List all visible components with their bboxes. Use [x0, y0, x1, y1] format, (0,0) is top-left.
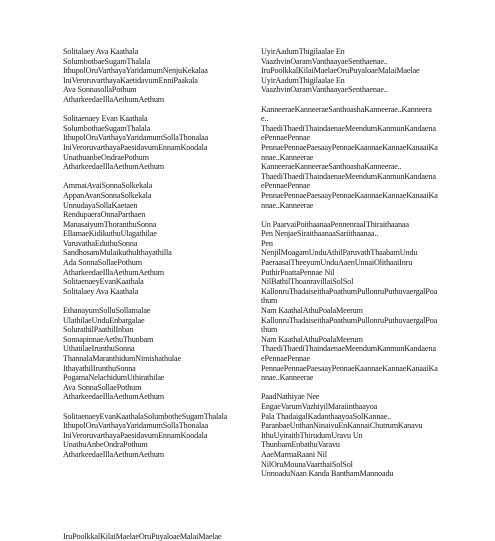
lyric-line: Ava SonnaSollaePothum	[63, 382, 142, 392]
lyric-line: SolumbotbaeSugamThalala	[63, 56, 151, 66]
lyric-line: AppanAvanSonnaSolkekala	[63, 190, 152, 200]
lyric-line: PaeraasaiTheeyumUnduAaenUnnaiOlithaaiInru	[261, 258, 413, 268]
stanza	[63, 532, 253, 541]
lyric-line: AaeMarmaRaani Nil	[261, 449, 327, 459]
lyric-line: SolitaenaeyEvanKaathalaSolumbotheSugamThalala	[63, 411, 228, 421]
lyric-line: AtharkeedaeIllaAethumAethum	[63, 392, 164, 402]
lyric-line: IniVeroruvarthayaPaesidavumEnnamKoodala	[63, 430, 208, 440]
stanza	[63, 114, 253, 172]
lyric-line: EllamaeKidikuthuUlagathilae	[63, 229, 157, 239]
lyric-line: Un PaarvaiPoithaanaaPennenraaIThiraithaanaa	[261, 219, 409, 229]
lyric-line: AtharkeedaeIllaAethumAethum	[63, 267, 164, 277]
lyric-line: UnnudayaSollaKaetaen	[63, 200, 138, 210]
lyric-line: UlathilaeUnduEnbargalae	[63, 315, 145, 325]
lyric-line: Nam KaathalAthuPoalaMeerum	[261, 306, 363, 316]
lyric-line: VaruvathaEduthuSonna	[63, 238, 138, 248]
lyric-line: RendupaeraOnnaParthaen	[63, 210, 146, 220]
lyric-line: PuthirPoattaPennae Nil	[261, 267, 335, 277]
stanza	[63, 181, 253, 296]
lyric-line: AtharkeedaeIllaAethumAethum	[63, 162, 164, 172]
lyric-line: NilBathilThoanravillaiSolSol	[261, 277, 354, 287]
lyric-line: UnathuAnbeOndraPothum	[63, 440, 148, 450]
lyric-line: IruPoolkkalKilaiMaelaeOruPuyaloaeMalaiMaelae	[261, 66, 420, 76]
lyric-line: IniVeroruvarthayaPaesidavumEnnamKoodala	[63, 142, 208, 152]
lyric-line: IruPoolkkalKilaiMaelaeOruPuyaloaeMalaiMaelae	[63, 531, 222, 541]
stanza	[261, 220, 438, 383]
lyric-line: PogamaNelachidumUthirathilae	[63, 373, 165, 383]
lyric-line: SandhosamMulaikuthuIthayathilla	[63, 248, 172, 258]
lyric-line: PennaePennaePaesaayPennaeKaannaeKannaeKanaaiKannae..Kanneerae	[261, 190, 438, 210]
lyric-line: NilOruMounaVaarthaiSolSol	[261, 459, 353, 469]
lyric-line: KallonruThadaiseithaPoathumPullonruPuthuvaergalPoathum	[261, 286, 438, 306]
lyric-line: KallonruThadaiseithaPoathumPullonruPuthuvaergalPoathum	[261, 315, 438, 335]
lyric-line: Pen NenjaeSiraithaanaaSariithaanaa..	[261, 229, 379, 239]
stanza	[261, 105, 438, 211]
lyric-line: EthanayumSolluSollamalae	[63, 306, 151, 316]
lyric-line: UnathuanbeOndraePothum	[63, 152, 149, 162]
lyric-line: Solitaenaey Evan Kaathala	[63, 114, 148, 124]
lyric-line: UyirAadumThigilaalae En	[261, 75, 345, 85]
lyric-line: PennaePennaePaesaayPennaeKaannaeKannaeKanaaiKannae..Kanneerae	[261, 363, 438, 383]
lyric-line: IthuUyiraithThirudumUravu Un	[261, 430, 363, 440]
lyric-line: IthupolOruVarthayaYaridamumNenjuKekalaa	[63, 66, 208, 76]
lyric-line: UnnoaduNaan Kanda BanthamMannoadu	[261, 469, 394, 479]
stanza	[63, 47, 253, 105]
stanza	[63, 412, 253, 460]
lyric-line: Nam KaathalAthuPoalaMeerum	[261, 334, 363, 344]
stanza	[261, 47, 438, 95]
lyric-line: ThannalaMaranthidumNimishathulae	[63, 354, 181, 363]
lyric-line: AtharkeedaeIllaAethumAethum	[63, 94, 164, 104]
lyric-line: IthupolOruVarthayaYaridamumSollaThonalaa	[63, 133, 209, 143]
lyric-line: ThaediThaediThaindaenaeMeendumKanmunKandaenaePennaePennae	[261, 171, 436, 191]
lyric-line: UthatilaeIrunthuSonna	[63, 344, 135, 354]
lyric-line: EngaeVarumVazhiyilMaraiinthaayoa	[261, 401, 378, 411]
lyric-line: Pala ThadaigalKadanthaayoaSolKannae..	[261, 411, 392, 421]
lyric-line: ParanbaeUnthanNinaivuEnKannaiChutrumKanavu	[261, 421, 423, 431]
lyric-line: Ava SonnasollaPothum	[63, 85, 137, 95]
right-column	[261, 47, 438, 479]
lyric-line: VaazhvinOaramVanthaayaeSenthaenae..	[261, 56, 388, 66]
stanza	[261, 392, 438, 478]
lyric-line: SolurathilPaathilInban	[63, 325, 134, 335]
lyric-line: Pen	[261, 238, 273, 248]
lyric-line: IthupolOruVarthayaYaridamumSollaThonalaa	[63, 421, 209, 431]
lyric-line: Solitalaey Ava Kaathala	[63, 286, 139, 296]
lyric-line: ThunbamEnbathuVaravu	[261, 440, 340, 450]
lyric-line: IniVeroruvarthayaKaetidavumEnniPaakala	[63, 75, 198, 85]
lyric-line: UyirAadumThigilaalae En	[261, 47, 345, 56]
lyric-line: AmmaiAvaiSonnaSolkekala	[63, 181, 153, 191]
lyric-line: NenjilMoagamUnduAthilParuvathThaabamUndu	[261, 248, 418, 258]
lyric-line: SolitaenaeyEvanKaathala	[63, 277, 144, 287]
left-column	[63, 47, 253, 541]
lyric-line: KanneeraeKanneeraeSanthoashaKanneerae..Kanneerae..	[261, 104, 432, 124]
lyric-line: ThaediThaediThaindaenaeMeendumKanmunKandaenaePennaePennae	[261, 123, 436, 143]
lyric-line: ThaediThaediThaindaenaeMeendumKanmunKandaenaePennaePennae	[261, 344, 436, 363]
lyric-line: Solitalaey Ava Kaathala	[63, 47, 139, 56]
lyric-line: KanneeraeKanneeraeSanthoashaKanneerae..	[261, 162, 402, 172]
lyric-line: PennaePennaePaesaayPennaeKaannaeKannaeKanaaiKannae..Kanneerae	[261, 142, 438, 162]
lyric-line: SolumbothaeSugamThalala	[63, 123, 151, 133]
lyric-line: AtharkeedaeIllaAethumAethum	[63, 449, 164, 459]
lyric-line: VaazhvinOaramVanthaayaeSenthaenae..	[261, 85, 388, 95]
lyric-line: Ada SonnaSollaePothum	[63, 258, 142, 268]
lyric-line: IthayathilIrunthuSonna	[63, 363, 136, 373]
lyric-line: PaadNathiyae Nee	[261, 392, 320, 402]
lyric-line: SonnapinnaeAethuThunbam	[63, 334, 154, 344]
stanza	[63, 306, 253, 402]
lyric-line: ManasaiyumThoranthuSonna	[63, 219, 157, 229]
